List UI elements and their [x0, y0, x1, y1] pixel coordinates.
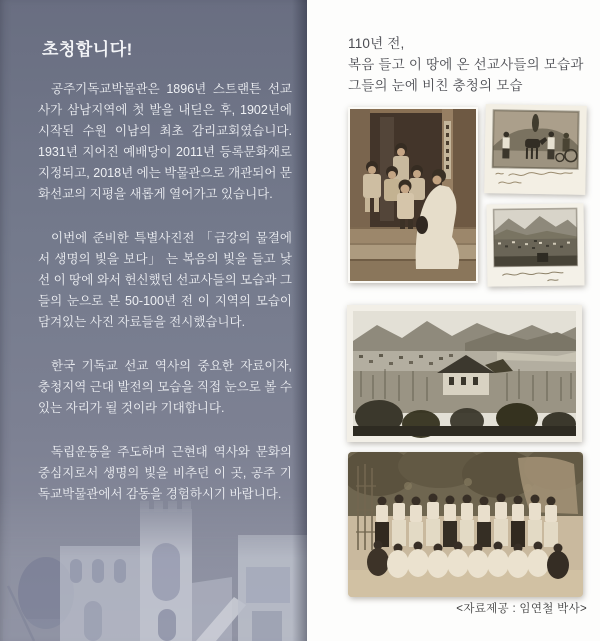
invitation-paragraph-3: 한국 기독교 선교 역사의 중요한 자료이자, 충청지역 근대 발전의 모습을 직접 눈으로 볼 수 있는 자리가 될 것이라 기대합니다. — [38, 359, 292, 415]
invitation-paragraph-4: 독립운동을 주도하며 근현대 역사와 문화의 중심지로서 생명의 빛을 비추던 이 곳, 공주 기독교박물관에서 감동을 경험하시기 바랍니다. — [38, 445, 292, 501]
photo-family-with-horse — [484, 104, 587, 195]
invitation-body — [38, 79, 292, 528]
invitation-title: 초청합니다! — [42, 40, 133, 59]
panel-fold-edge — [292, 0, 307, 641]
invitation-paragraph-2: 이번에 준비한 특별사진전 「금강의 물결에서 생명의 빛을 보다」 는 복음의 빛을 들고 낯선 이 땅에 와서 헌신했던 선교사들의 모습과 그들의 눈으로 본 50-100년 전 이 지역의 모습이 담겨있는 사진 자료들을 전시했습니다. — [38, 231, 292, 329]
exhibition-heading — [348, 33, 584, 96]
photo-missionary-with-children — [348, 107, 478, 283]
photo-town-panorama — [487, 203, 585, 286]
heading-line-1: 110년 전, — [348, 36, 405, 51]
photo-mission-house-landscape — [347, 305, 582, 442]
heading-line-2: 복음 들고 이 땅에 온 선교사들의 모습과 — [348, 57, 584, 72]
invitation-paragraph-1: 공주기독교박물관은 1896년 스트랜튼 선교사가 삼남지역에 첫 발을 내딛은 후, 1902년에 시작된 수원 이남의 최초 감리교회였습니다. 1931년 지어진 예배당이 2011년 등록문화재로 지정되고, 2018년 에는 박물관으로 개관되어 문화선교의 지평을 새롭게 열어가고 있습니다. — [38, 82, 292, 201]
photo-women-group-portrait — [348, 452, 583, 597]
church-photo-watermark — [0, 491, 307, 641]
heading-line-3: 그들의 눈에 비친 충청의 모습 — [348, 78, 523, 93]
credit-caption: <자료제공 : 임연철 박사> — [456, 603, 587, 615]
